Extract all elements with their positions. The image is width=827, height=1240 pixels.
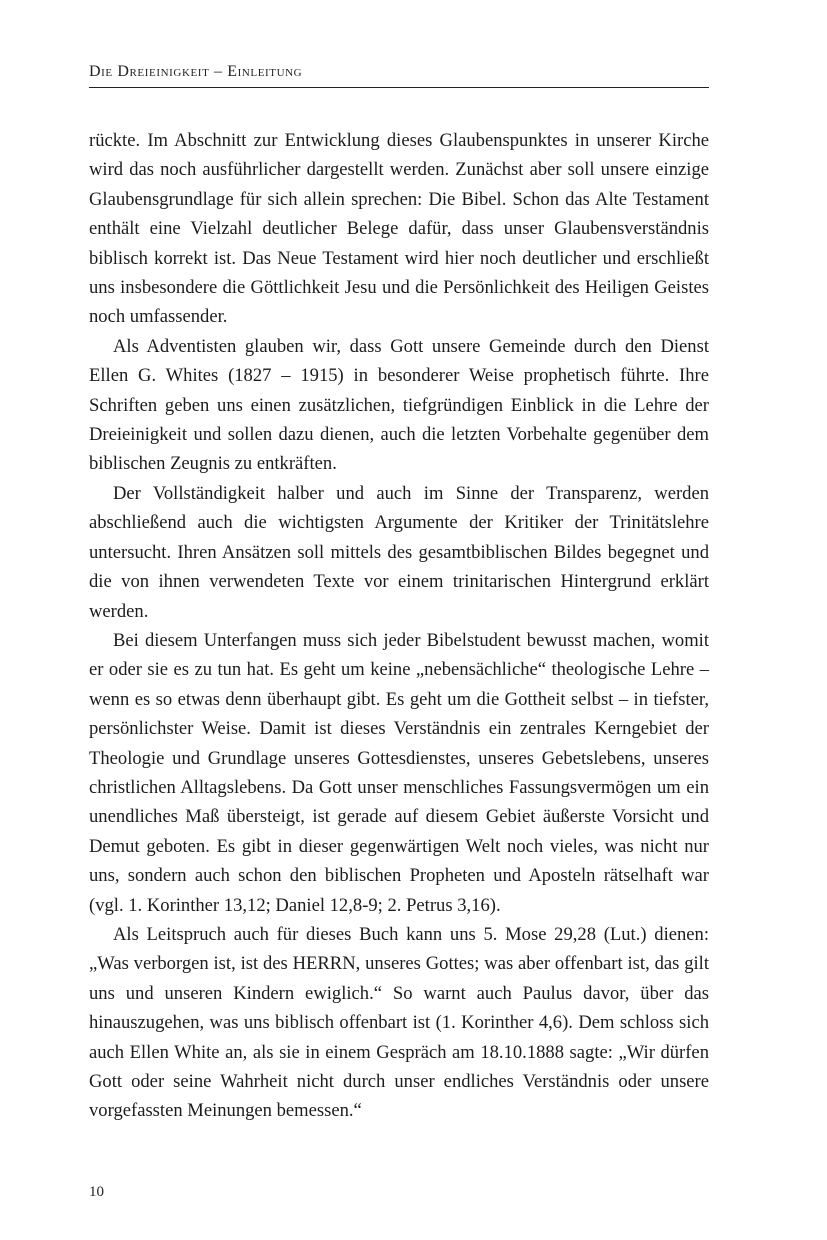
paragraph-4: Bei diesem Unterfangen muss sich jeder Bibelstudent bewusst machen, womit er oder sie es zu tun hat. Es geht um keine „nebensächliche“ theologische Lehre – wenn es so etwas denn überhaupt gibt. Es geht um die Gottheit selbst – in tiefster, persönlichster Weise. Damit ist dieses Verständnis ein zentrales Kerngebiet der Theologie und Grundlage unseres Gottesdienstes, unseres Gebetslebens, unseres christlichen Alltagslebens. Da Gott unser menschliches Fassungsvermögen um ein unendliches Maß übersteigt, ist gerade auf diesem Gebiet äußerste Vorsicht und Demut geboten. Es gibt in dieser gegenwärtigen Welt noch vieles, was nicht nur uns, sondern auch schon den biblischen Propheten und Aposteln rätselhaft war (vgl. 1. Korinther 13,12; Daniel 12,8-9; 2. Petrus 3,16). (89, 629, 709, 916)
paragraph-3: Der Vollständigkeit halber und auch im Sinne der Transparenz, werden abschließend auch die wichtigsten Argumente der Kritiker der Trinitätslehre untersucht. Ihren Ansätzen soll mittels des gesamtbiblischen Bildes begegnet und die von ihnen verwendeten Texte vor einem trinitarischen Hintergrund erklärt werden. (89, 482, 709, 622)
paragraph-2: Als Adventisten glauben wir, dass Gott unsere Gemeinde durch den Dienst Ellen G. Whites (1827 – 1915) in besonderer Weise prophetisch führte. Ihre Schriften geben uns einen zusätzlichen, tiefgründigen Einblick in die Lehre der Dreieinigkeit und sollen dazu dienen, auch die letzten Vorbehalte gegenüber dem biblischen Zeugnis zu entkräften. (89, 335, 709, 475)
running-head: Die Dreieinigkeit – Einleitung (89, 63, 303, 80)
header-rule (89, 87, 709, 88)
body-text (89, 126, 709, 1126)
paragraph-5: Als Leitspruch auch für dieses Buch kann uns 5. Mose 29,28 (Lut.) dienen: „Was verborgen ist, ist des HERRN, unseres Gottes; was aber offenbart ist, das gilt uns und unseren Kindern ewiglich.“ So warnt auch Paulus davor, über das hinauszugehen, was uns biblisch offenbart ist (1. Korinther 4,6). Dem schloss sich auch Ellen White an, als sie in einem Gespräch am 18.10.1888 sagte: „Wir dürfen Gott oder seine Wahrheit nicht durch unser endliches Verständnis oder unsere vorgefassten Meinungen bemessen.“ (89, 923, 709, 1122)
paragraph-1: rückte. Im Abschnitt zur Entwicklung dieses Glaubenspunktes in unserer Kirche wird das noch ausführlicher dargestellt werden. Zunächst aber soll unsere einzige Glaubensgrundlage für sich allein sprechen: Die Bibel. Schon das Alte Testament enthält eine Vielzahl deutlicher Belege dafür, dass unser Glaubensverständnis biblisch korrekt ist. Das Neue Testament wird hier noch deutlicher und erschließt uns insbesondere die Göttlichkeit Jesu und die Persönlichkeit des Heiligen Geistes noch umfassender. (89, 130, 709, 328)
page-number: 10 (89, 1184, 104, 1200)
